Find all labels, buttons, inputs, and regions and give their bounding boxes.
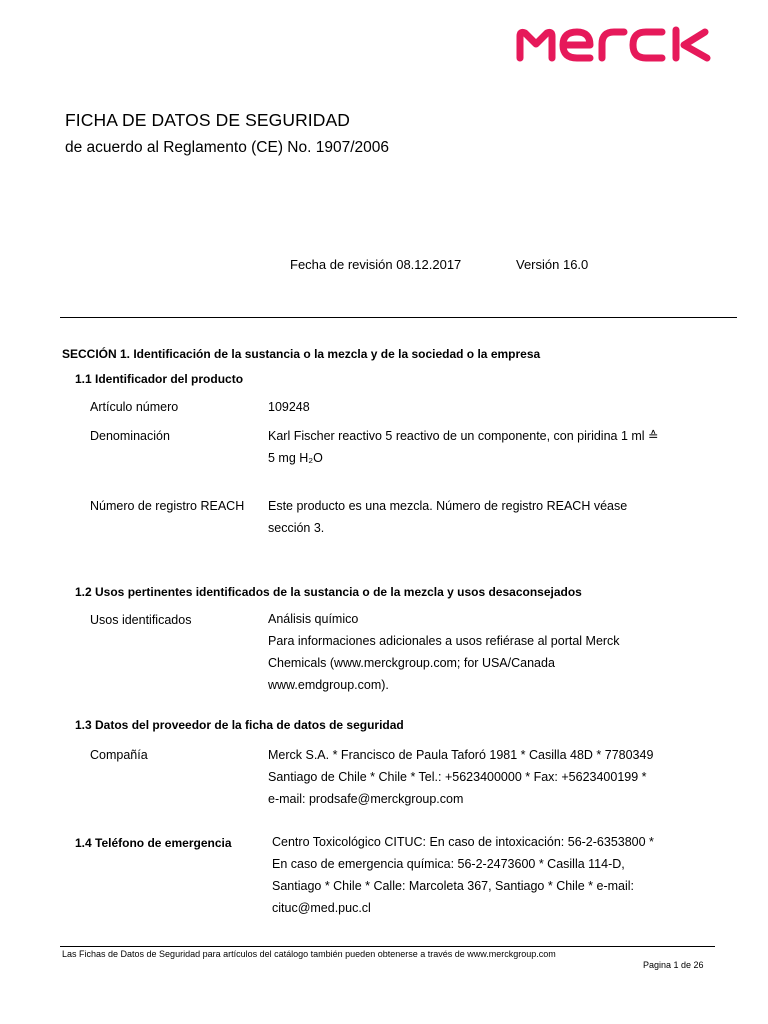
document-title: FICHA DE DATOS DE SEGURIDAD <box>65 110 351 130</box>
emergency-line: Santiago * Chile * Calle: Marcoleta 367, Santiago * Chile * e-mail: <box>272 879 634 893</box>
uses-line: Para informaciones adicionales a usos refiérase al portal Merck <box>268 634 620 648</box>
identified-uses-label: Usos identificados <box>90 613 192 627</box>
emergency-line: Centro Toxicológico CITUC: En caso de intoxicación: 56-2-6353800 * <box>272 835 654 849</box>
subsection-1-3-heading: 1.3 Datos del proveedor de la ficha de datos de seguridad <box>75 718 404 732</box>
uses-line: Análisis químico <box>268 612 359 626</box>
denomination-line: 5 mg H₂O <box>268 451 323 465</box>
company-value <box>268 744 653 810</box>
reach-number-label: Número de registro REACH <box>90 499 245 513</box>
merck-logo-wordmark <box>514 26 736 62</box>
denomination-line: Karl Fischer reactivo 5 reactivo de un componente, con piridina 1 ml ≙ <box>268 429 659 443</box>
article-number-value: 109248 <box>268 400 310 414</box>
company-label: Compañía <box>90 748 148 762</box>
emergency-line: En caso de emergencia química: 56-2-2473600 * Casilla 114-D, <box>272 857 625 871</box>
company-line: e-mail: prodsafe@merckgroup.com <box>268 792 464 806</box>
revision-date: Fecha de revisión 08.12.2017 <box>290 257 462 272</box>
merck-logo <box>514 26 736 62</box>
subsection-1-4-heading: 1.4 Teléfono de emergencia <box>75 836 232 850</box>
article-number-label: Artículo número <box>90 400 179 414</box>
emergency-line: cituc@med.puc.cl <box>272 901 371 915</box>
reach-number-value <box>268 495 627 539</box>
denomination-label: Denominación <box>90 429 170 443</box>
footer-divider <box>60 946 715 947</box>
company-line: Santiago de Chile * Chile * Tel.: +5623400000 * Fax: +5623400199 * <box>268 770 647 784</box>
denomination-value <box>268 425 659 469</box>
emergency-phone-value <box>272 831 654 919</box>
subsection-1-1-heading: 1.1 Identificador del producto <box>75 372 244 386</box>
footer-note: Las Fichas de Datos de Seguridad para artículos del catálogo también pueden obtenerse a través de www.merckgroup.com <box>62 949 556 959</box>
uses-line: Chemicals (www.merckgroup.com; for USA/Canada <box>268 656 555 670</box>
company-line: Merck S.A. * Francisco de Paula Taforó 1981 * Casilla 48D * 7780349 <box>268 748 654 762</box>
header-divider <box>60 317 737 318</box>
identified-uses-value <box>268 608 620 696</box>
page-number: Pagina 1 de 26 <box>643 960 704 970</box>
regulation-subtitle: de acuerdo al Reglamento (CE) No. 1907/2006 <box>65 139 389 156</box>
subsection-1-2-heading: 1.2 Usos pertinentes identificados de la sustancia o de la mezcla y usos desaconsejados <box>75 585 582 599</box>
uses-line: www.emdgroup.com). <box>268 678 389 692</box>
section-1-title: SECCIÓN 1. Identificación de la sustancia o la mezcla y de la sociedad o la empresa <box>62 347 541 361</box>
reach-line: sección 3. <box>268 521 325 535</box>
version-number: Versión 16.0 <box>516 257 589 272</box>
reach-line: Este producto es una mezcla. Número de registro REACH véase <box>268 499 628 513</box>
